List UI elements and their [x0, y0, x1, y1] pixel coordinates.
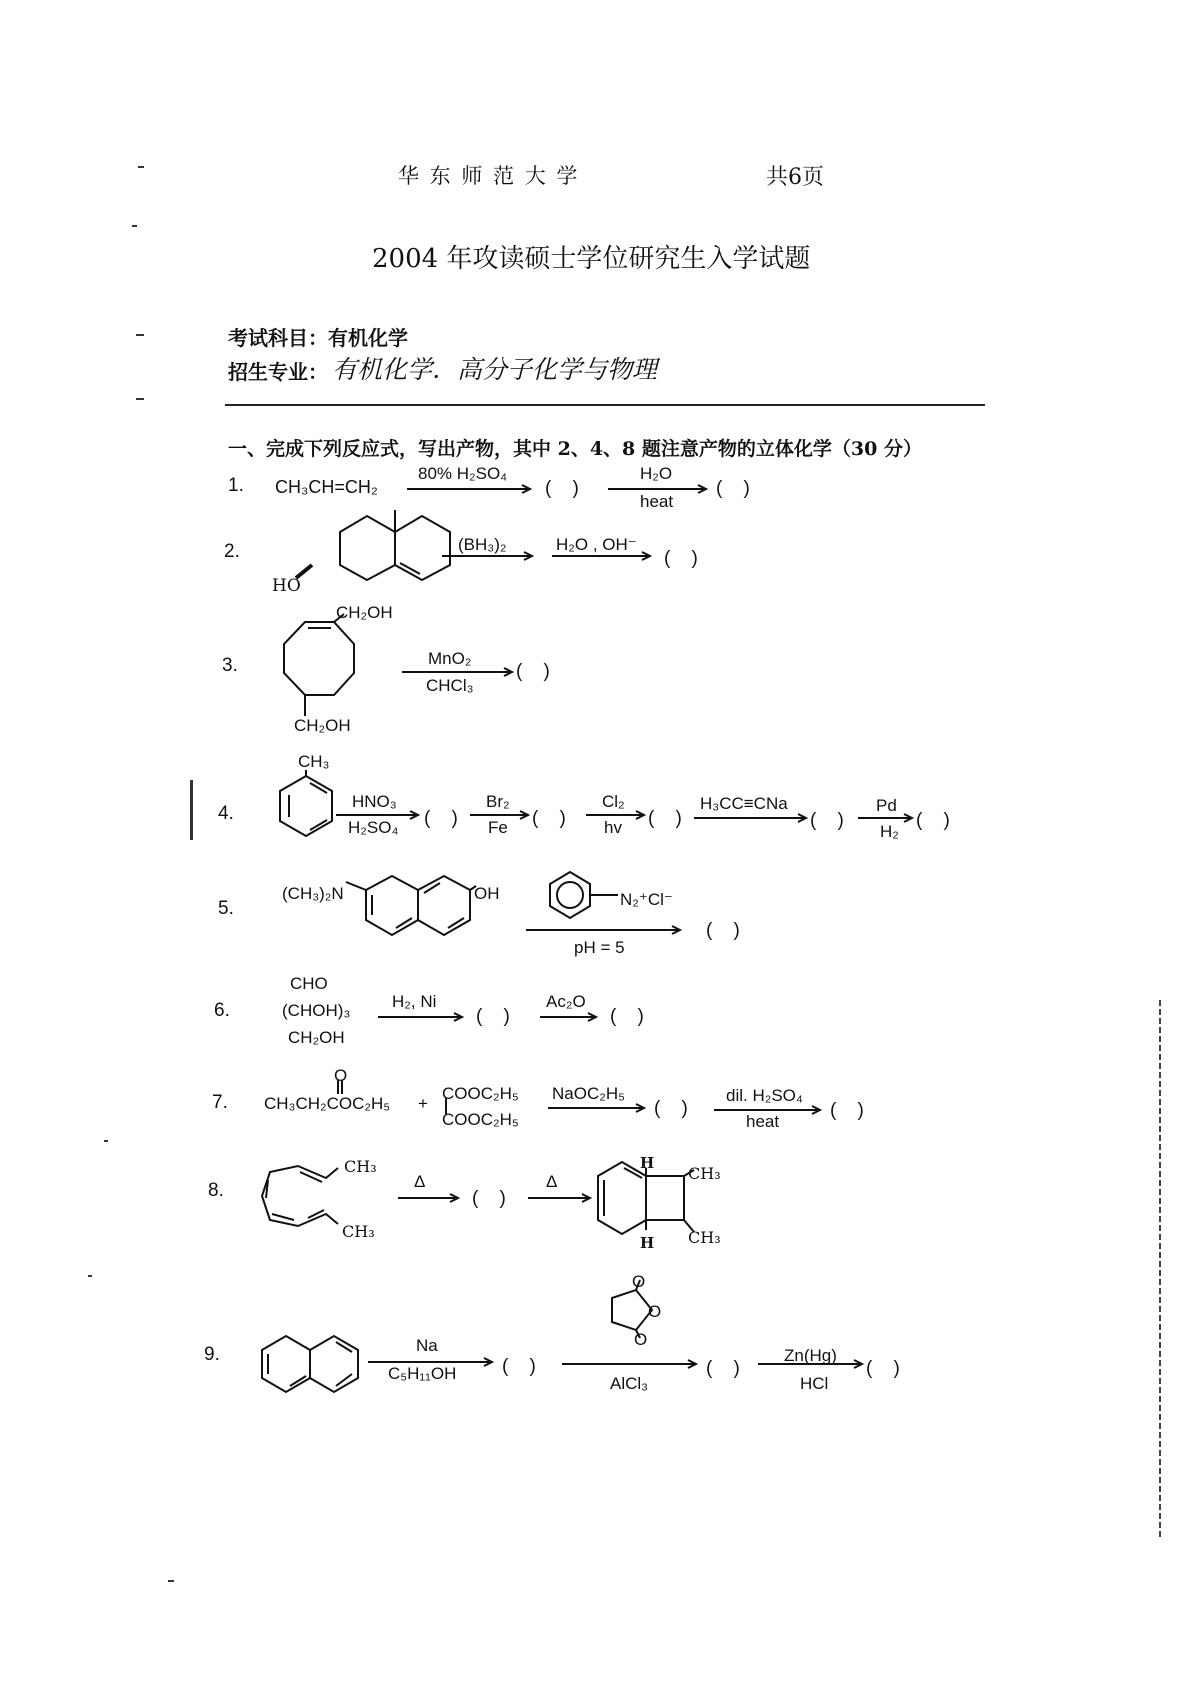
q2-step1-reagent: (BH₃)₂ [458, 535, 507, 554]
q9-anhydride-o2: O [648, 1302, 662, 1321]
q6-line2: (CHOH)₃ [282, 1001, 351, 1020]
q4-step1-condition: H₂SO₄ [348, 818, 399, 837]
q3-substituent-bottom: CH₂OH [294, 716, 351, 735]
q7-ester-top: COOC₂H₅ [442, 1084, 519, 1103]
q4-step2-condition: Fe [488, 818, 508, 837]
scan-mark [104, 1140, 108, 1142]
q4-step3-condition: hv [604, 818, 622, 837]
q4-step2-reagent: Br₂ [486, 792, 510, 811]
answer-blank: ( ) [545, 478, 579, 499]
scan-mark [168, 1580, 174, 1582]
q1-step2-condition: heat [640, 492, 674, 511]
section-heading: 一、完成下列反应式，写出产物，其中 2、4、8 题注意产物的立体化学（30 分） [228, 438, 922, 460]
q7-step2-reagent: dil. H₂SO₄ [726, 1086, 803, 1105]
q8-methyl-bottom: CH₃ [342, 1222, 375, 1241]
q9-step1-condition: C₅H₁₁OH [388, 1364, 457, 1383]
answer-blank: ( ) [706, 1358, 740, 1379]
toluene-structure [280, 770, 332, 836]
answer-blank: ( ) [654, 1098, 688, 1119]
answer-blank: ( ) [810, 810, 844, 831]
q8-step1-heat: Δ [414, 1172, 426, 1191]
q1-step2-reagent: H₂O [640, 464, 673, 483]
major-handwritten: 有机化学．高分子化学与物理 [332, 355, 658, 384]
question-number: 8. [208, 1180, 224, 1201]
q8-product-h-bottom: H [640, 1234, 655, 1252]
q9-anhydride-o1: O [632, 1272, 646, 1291]
scan-mark [136, 398, 144, 400]
answer-blank: ( ) [866, 1358, 900, 1379]
succinic-anhydride [612, 1280, 652, 1338]
decalin-structure [296, 510, 450, 580]
question-number: 3. [222, 655, 238, 676]
q2-hydroxyl-label: HO [272, 576, 301, 596]
question-number: 1. [228, 475, 244, 496]
q5-hydroxyl: OH [474, 884, 500, 903]
cyclooctene-structure [284, 614, 354, 716]
benzene-ring [550, 872, 618, 918]
answer-blank: ( ) [532, 808, 566, 829]
q3-step1-condition: CHCl₃ [426, 676, 474, 695]
subject-label: 考试科目：有机化学 [228, 326, 408, 350]
q6-line3: CH₂OH [288, 1028, 345, 1047]
q7-reactant: CH₃CH₂COC₂H₅ [264, 1094, 391, 1113]
naphthalene-structure [346, 876, 476, 935]
naphthalene-structure [262, 1336, 358, 1392]
question-number: 7. [212, 1092, 228, 1113]
q8-product-methyl-top: CH₃ [688, 1164, 721, 1183]
scan-mark [136, 334, 144, 336]
q4-step5-condition: H₂ [880, 822, 899, 841]
q9-step1-reagent: Na [416, 1336, 438, 1355]
question-number: 9. [204, 1344, 220, 1365]
answer-blank: ( ) [472, 1188, 506, 1209]
q7-plus: + [418, 1094, 428, 1113]
q8-product-methyl-bottom: CH₃ [688, 1228, 721, 1247]
question-number: 5. [218, 898, 234, 919]
question-number: 2. [224, 541, 240, 562]
q4-step5-reagent: Pd [876, 796, 897, 815]
answer-blank: ( ) [648, 808, 682, 829]
q9-step3-condition: HCl [800, 1374, 829, 1393]
answer-blank: ( ) [516, 661, 550, 682]
major-label: 招生专业： [228, 360, 328, 384]
answer-blank: ( ) [830, 1100, 864, 1121]
answer-blank: ( ) [502, 1356, 536, 1377]
q3-substituent-top: CH₂OH [336, 603, 393, 622]
q7-step1-reagent: NaOC₂H₅ [552, 1084, 625, 1103]
exam-title: 2004 年攻读硕士学位研究生入学试题 [372, 244, 811, 274]
q5-diazonium: N₂⁺Cl⁻ [620, 890, 673, 909]
q1-step1-reagent: 80% H₂SO₄ [418, 464, 508, 483]
q4-step3-reagent: Cl₂ [602, 792, 625, 811]
question-number: 4. [218, 803, 234, 824]
scan-mark [138, 166, 144, 168]
q4-substituent: CH₃ [298, 752, 330, 771]
q4-step1-reagent: HNO₃ [352, 792, 397, 811]
answer-blank: ( ) [476, 1006, 510, 1027]
q5-condition: pH = 5 [574, 938, 625, 957]
answer-blank: ( ) [664, 548, 698, 569]
answer-blank: ( ) [916, 810, 950, 831]
answer-blank: ( ) [706, 920, 740, 941]
q7-ester-bottom: COOC₂H₅ [442, 1110, 519, 1129]
q8-methyl-top: CH₃ [344, 1157, 377, 1176]
q8-product-h-top: H [640, 1154, 655, 1172]
q1-reactant: CH₃CH=CH₂ [275, 477, 378, 497]
q9-step3-reagent: Zn(Hg) [784, 1346, 837, 1365]
q5-dimethylamino: (CH₃)₂N [282, 884, 344, 903]
q7-carbonyl-o: O [334, 1066, 348, 1085]
q2-step2-reagent: H₂O , OH⁻ [556, 535, 637, 554]
decatetraene-structure [262, 1166, 338, 1226]
answer-blank: ( ) [716, 478, 750, 499]
scan-mark [132, 225, 137, 227]
page-count: 共6页 [766, 165, 824, 190]
question-number: 6. [214, 1000, 230, 1021]
answer-blank: ( ) [424, 808, 458, 829]
scan-mark [190, 780, 193, 840]
university-name: 华 东 师 范 大 学 [398, 164, 580, 188]
q6-step2-reagent: Ac₂O [546, 992, 586, 1011]
q6-step1-reagent: H₂, Ni [392, 992, 437, 1011]
q9-step2-condition: AlCl₃ [610, 1374, 649, 1393]
answer-blank: ( ) [610, 1006, 644, 1027]
q4-step4-reagent: H₃CC≡CNa [700, 794, 788, 813]
q3-step1-reagent: MnO₂ [428, 649, 472, 668]
q6-line1: CHO [290, 974, 328, 993]
bicyclooctadiene-product [598, 1162, 694, 1234]
q7-step2-condition: heat [746, 1112, 780, 1131]
q8-step2-heat: Δ [546, 1172, 558, 1191]
q9-anhydride-o3: O [634, 1330, 648, 1349]
scan-mark [88, 1275, 92, 1277]
